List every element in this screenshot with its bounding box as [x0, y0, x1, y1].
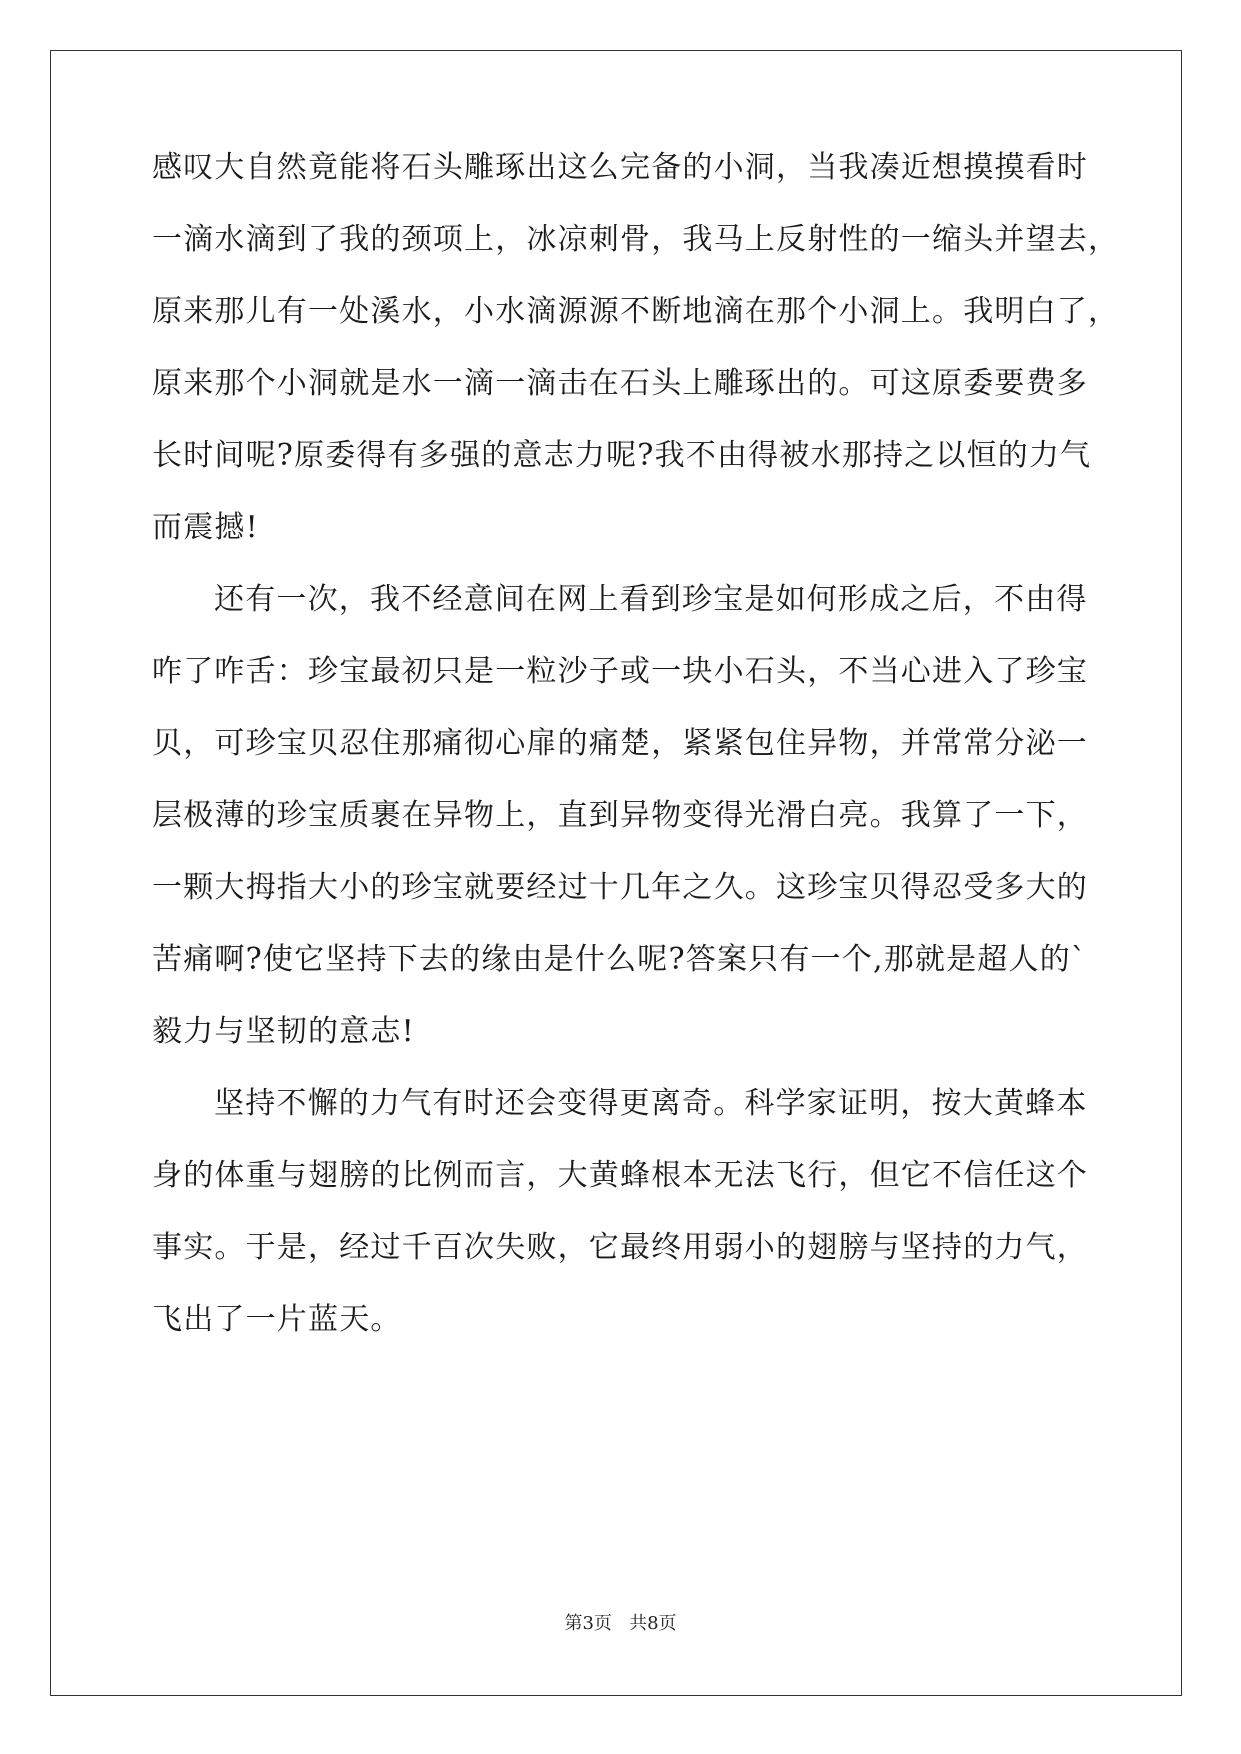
text-line: 苦痛啊?使它坚持下去的缘由是什么呢?答案只有一个,那就是超人的` — [152, 942, 1088, 977]
text-line: 感叹大自然竟能将石头雕琢出这么完备的小洞，当我凑近想摸摸看时 — [152, 150, 1088, 185]
text-line: 咋了咋舌：珍宝最初只是一粒沙子或一块小石头，不当心进入了珍宝 — [152, 654, 1088, 689]
text-line: 而震撼! — [152, 510, 259, 545]
page-number-footer: 第3页 共8页 — [564, 1613, 677, 1634]
text-line: 身的体重与翅膀的比例而言，大黄蜂根本无法飞行，但它不信任这个 — [152, 1158, 1088, 1193]
text-line: 飞出了一片蓝天。 — [152, 1302, 402, 1337]
paragraph-first-line: 坚持不懈的力气有时还会变得更离奇。科学家证明，按大黄蜂本 — [214, 1086, 1088, 1121]
text-line: 原来那个小洞就是水一滴一滴击在石头上雕琢出的。可这原委要费多 — [152, 366, 1088, 401]
text-line: 一颗大拇指大小的珍宝就要经过十几年之久。这珍宝贝得忍受多大的 — [152, 870, 1088, 905]
text-line: 层极薄的珍宝质裹在异物上，直到异物变得光滑白亮。我算了一下， — [152, 798, 1088, 833]
text-line: 一滴水滴到了我的颈项上，冰凉刺骨，我马上反射性的一缩头并望去， — [152, 222, 1120, 257]
text-line: 长时间呢?原委得有多强的意志力呢?我不由得被水那持之以恒的力气 — [152, 438, 1092, 473]
paragraph-first-line: 还有一次，我不经意间在网上看到珍宝是如何形成之后，不由得 — [214, 582, 1088, 617]
text-line: 毅力与坚韧的意志! — [152, 1014, 415, 1049]
text-line: 原来那儿有一处溪水，小水滴源源不断地滴在那个小洞上。我明白了， — [152, 294, 1120, 329]
text-line: 贝，可珍宝贝忍住那痛彻心扉的痛楚，紧紧包住异物，并常常分泌一 — [152, 726, 1088, 761]
text-line: 事实。于是，经过千百次失败，它最终用弱小的翅膀与坚持的力气， — [152, 1230, 1088, 1265]
